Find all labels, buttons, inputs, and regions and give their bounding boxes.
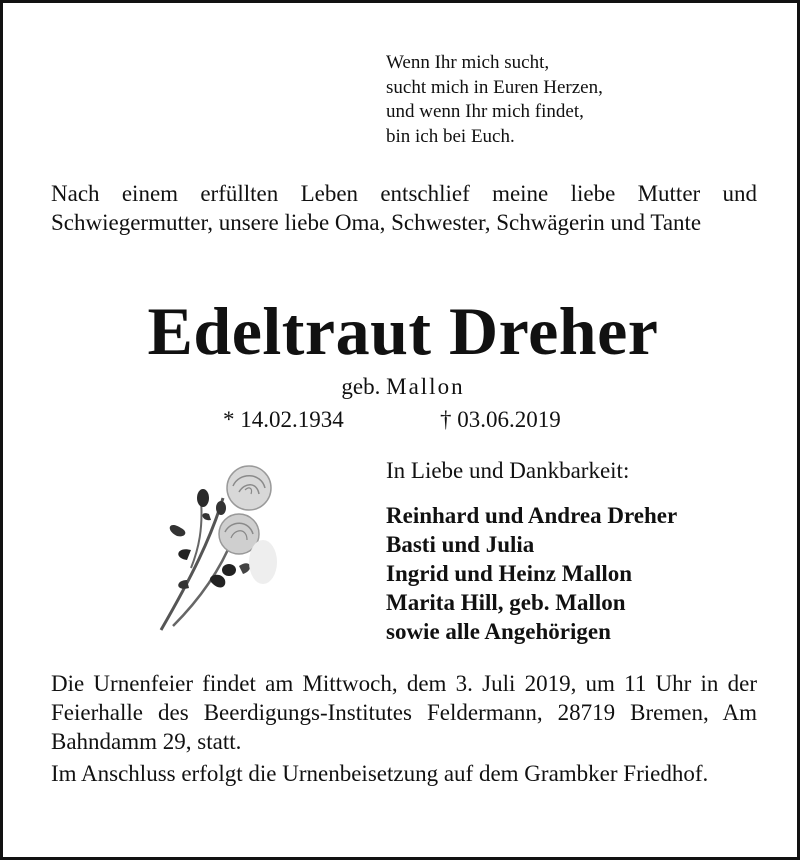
mourner-line: sowie alle Angehörigen bbox=[386, 619, 611, 644]
birth-date: * 14.02.1934 bbox=[223, 407, 344, 432]
mourner-line: Ingrid und Heinz Mallon bbox=[386, 561, 633, 586]
intro-text: Nach einem erfüllten Leben entschlief meine liebe Mutter und Schwiegermutter, unsere liebe Oma, Schwester, Schwägerin und Tante bbox=[51, 181, 757, 235]
birthname-prefix: geb. bbox=[341, 374, 381, 399]
burial-text: Im Anschluss erfolgt die Urnenbeisetzung auf dem Grambker Friedhof. bbox=[51, 761, 709, 786]
death-date: † 03.06.2019 bbox=[440, 407, 561, 432]
ceremony-text: Die Urnenfeier findet am Mittwoch, dem 3. Juli 2019, um 11 Uhr in der Feierhalle des Beerdigungs-Institutes Feldermann, 28719 Bremen, Am Bahndamm 29, statt. bbox=[51, 671, 757, 754]
birthname-line bbox=[3, 372, 800, 402]
poem-line: bin ich bei Euch. bbox=[386, 125, 515, 147]
poem bbox=[386, 51, 603, 149]
mourners-list bbox=[386, 501, 677, 646]
poem-line: und wenn Ihr mich findet, bbox=[386, 101, 584, 122]
mourner-line: Marita Hill, geb. Mallon bbox=[386, 590, 626, 615]
poem-line: Wenn Ihr mich sucht, bbox=[386, 52, 550, 73]
mourner-line: Basti und Julia bbox=[386, 532, 535, 557]
birthname: Mallon bbox=[386, 374, 465, 399]
poem-line: sucht mich in Euren Herzen, bbox=[386, 76, 603, 98]
mourner-line: Reinhard und Andrea Dreher bbox=[386, 503, 678, 528]
signoff-text: In Liebe und Dankbarkeit: bbox=[386, 458, 630, 483]
rose-icon bbox=[151, 458, 291, 638]
deceased-name: Edeltraut Dreher bbox=[147, 293, 659, 369]
